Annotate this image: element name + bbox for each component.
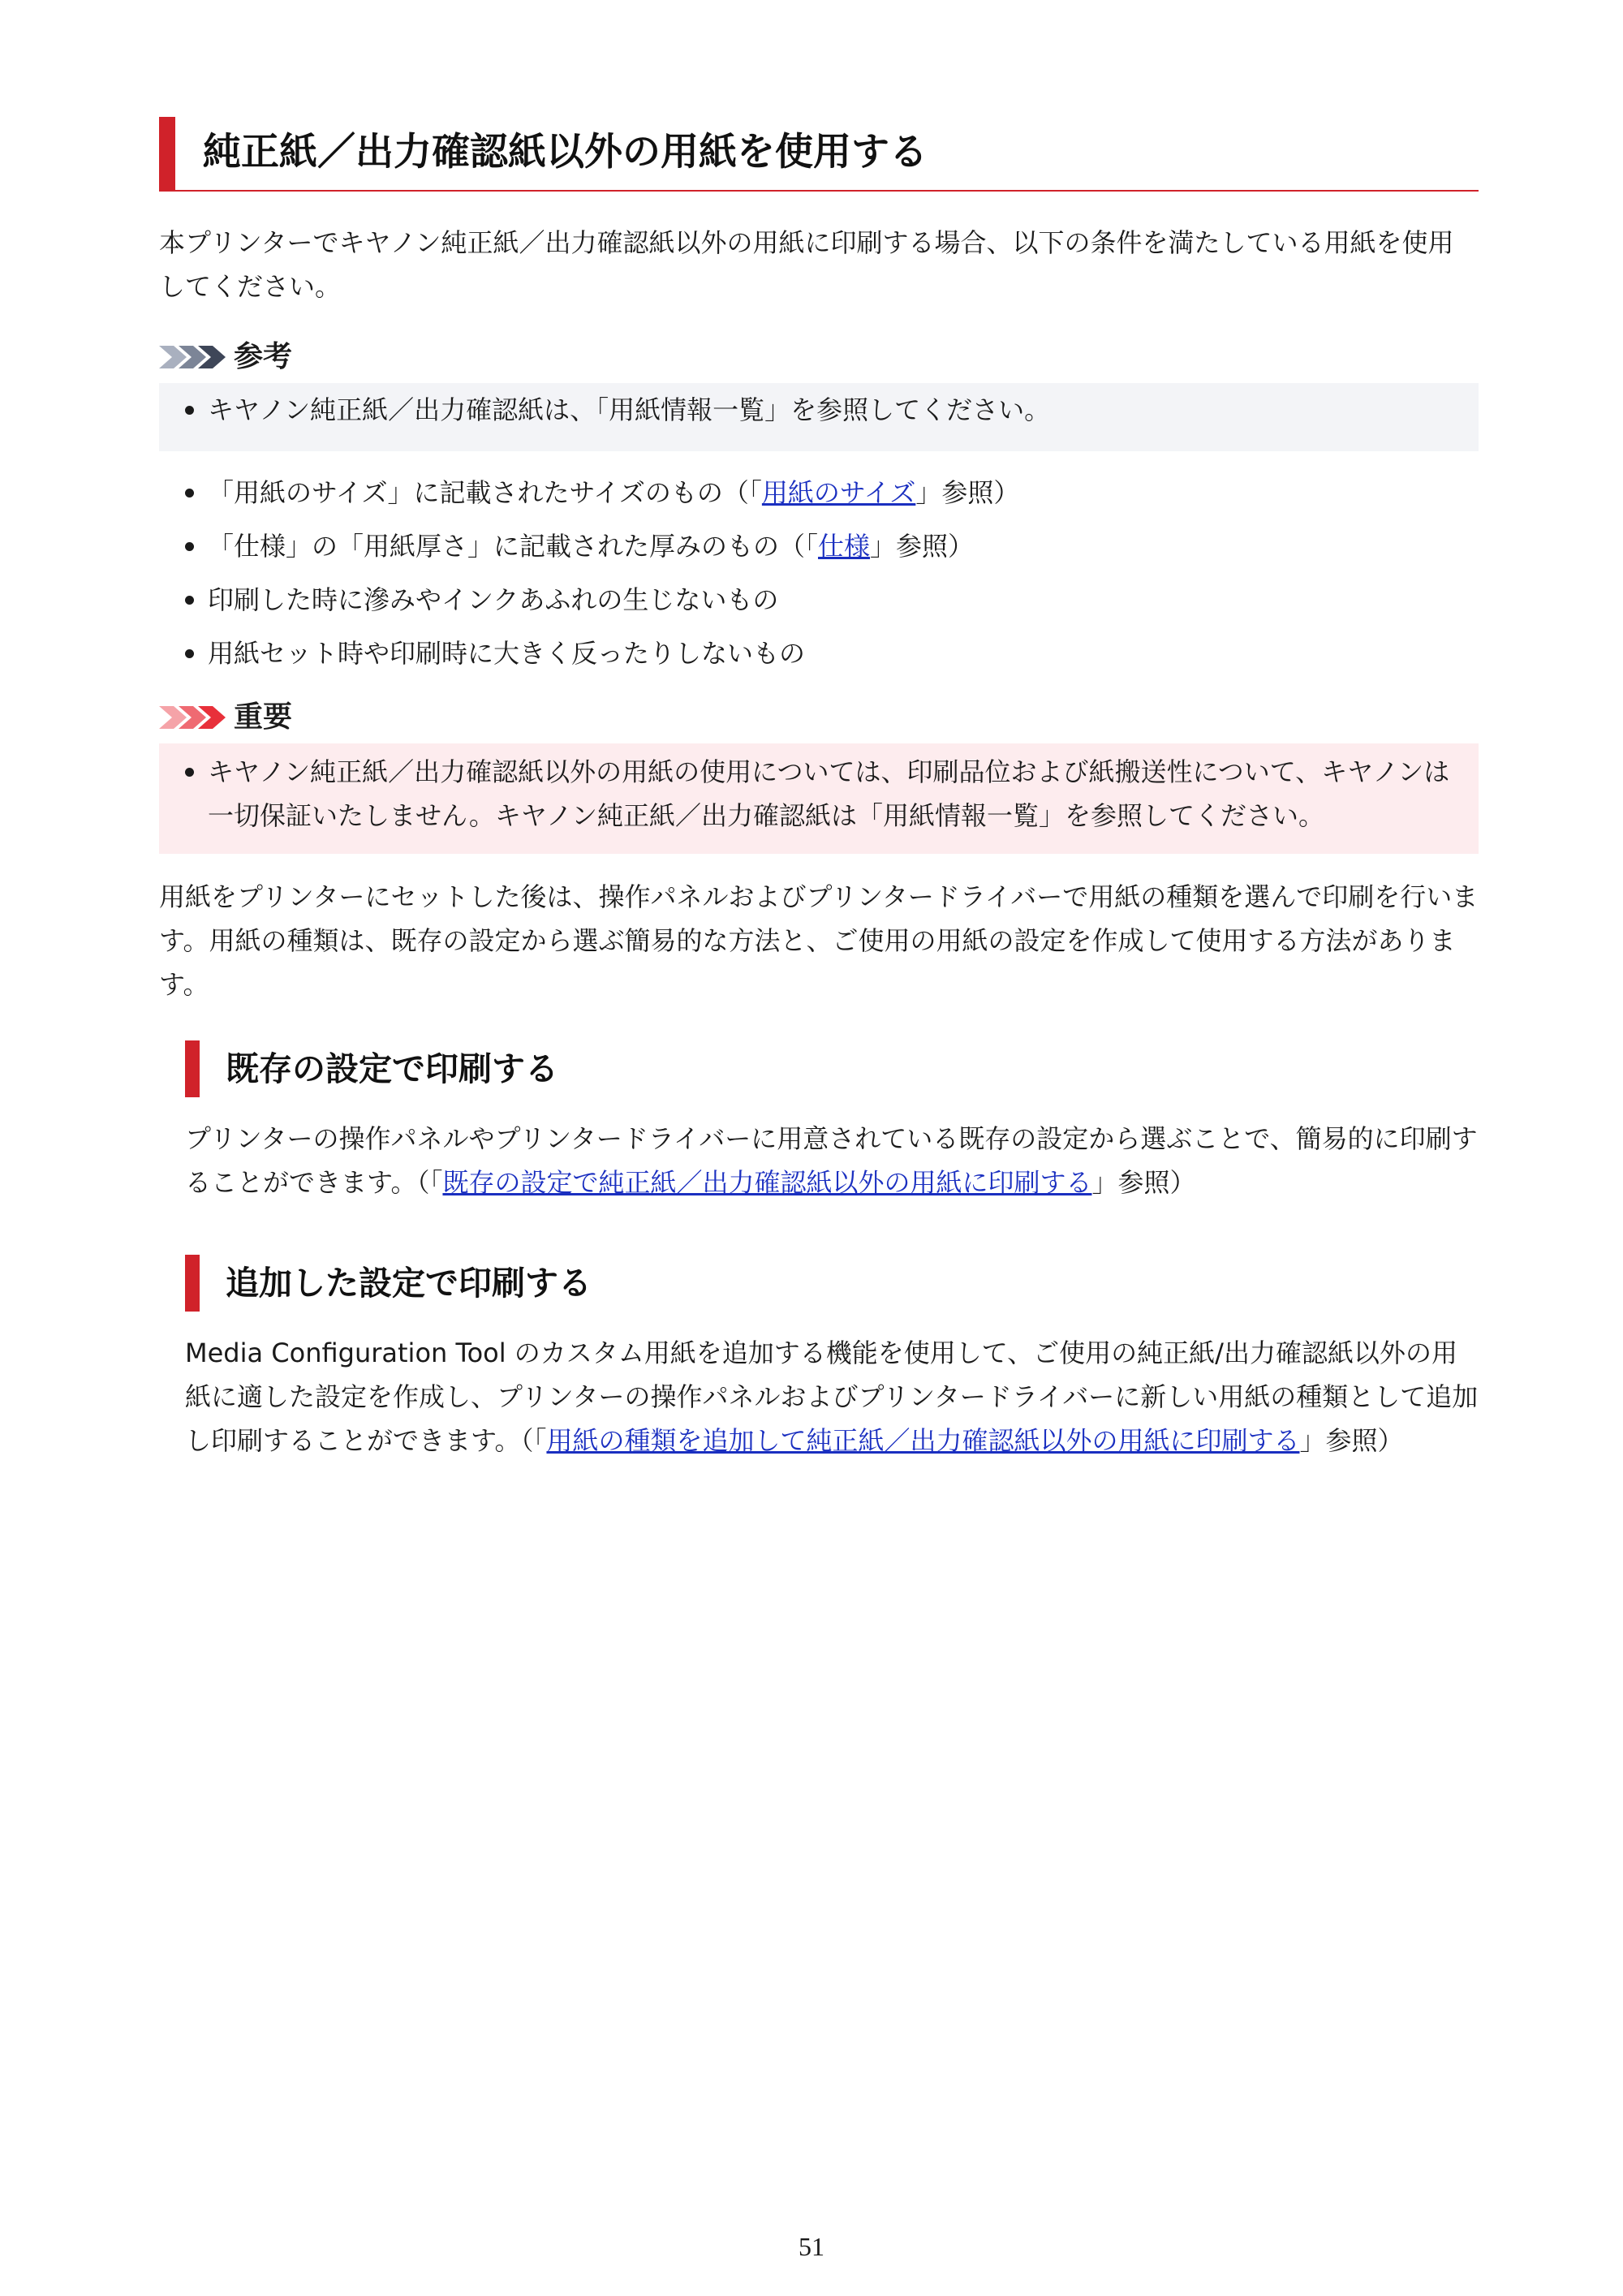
list-item-text: 用紙セット時や印刷時に大きく反ったりしないもの (208, 638, 806, 669)
link-paper-size[interactable]: 用紙のサイズ (761, 477, 916, 508)
section1-text: プリンターの操作パネルやプリンタードライバーに用意されている既存の設定から選ぶことで、簡易的に印刷することができます。（「 (185, 1123, 1478, 1198)
list-item-text: 印刷した時に滲みやインクあふれの生じないもの (208, 584, 779, 615)
section2-text-after: 」参照） (1299, 1425, 1404, 1456)
list-item (182, 631, 1472, 675)
list-item-text-after: 」参照） (870, 531, 975, 562)
bullet-icon (185, 768, 194, 777)
bullet-icon (185, 489, 194, 498)
bullet-icon (185, 542, 194, 551)
list-item (182, 578, 1472, 622)
important-item (182, 750, 1472, 838)
note-item (182, 388, 1472, 432)
section2-text: Media Configuration Tool のカスタム用紙を追加する機能を使用して、ご使用の純正紙/出力確認紙以外の用紙に適した設定を作成し、プリンターの操作パネルおよびプリンタードライバーに新しい用紙の種類として追加し印刷することができます。（「 (185, 1338, 1479, 1456)
usage-paragraph: 用紙をプリンターにセットした後は、操作パネルおよびプリンタードライバーで用紙の種類を選んで印刷を行います。用紙の種類は、既存の設定から選ぶ簡易的な方法と、ご使用の用紙の設定を作成して使用する方法があります。 (159, 881, 1479, 1000)
intro-paragraph: 本プリンターでキヤノン純正紙／出力確認紙以外の用紙に印刷する場合、以下の条件を満たしている用紙を使用してください。 (159, 227, 1454, 302)
important-label: 重要 (234, 700, 293, 734)
section-accent-bar (185, 1040, 200, 1097)
link-existing-settings[interactable]: 既存の設定で純正紙／出力確認紙以外の用紙に印刷する (442, 1167, 1092, 1198)
important-item-text: キヤノン純正紙／出力確認紙以外の用紙の使用については、印刷品位および紙搬送性について、キヤノンは一切保証いたしません。キヤノン純正紙／出力確認紙は「用紙情報一覧」を参照してください。 (208, 756, 1450, 831)
note-item-text: キヤノン純正紙／出力確認紙は、「用紙情報一覧」を参照してください。 (208, 394, 1051, 425)
bullet-icon (185, 596, 194, 605)
section-heading-existing (185, 1040, 834, 1097)
title-accent-bar (159, 117, 175, 190)
section2-paragraph (185, 1331, 1479, 1462)
section-heading-text: 既存の設定で印刷する (226, 1049, 558, 1088)
list-item (182, 471, 1472, 515)
section1-text-after: 」参照） (1091, 1167, 1196, 1198)
section1-paragraph (185, 1117, 1479, 1204)
section-heading-added (185, 1255, 834, 1312)
note-marker (159, 339, 484, 375)
important-chevrons-icon (159, 700, 227, 735)
section-heading-text: 追加した設定で印刷する (226, 1264, 592, 1303)
page-number: 51 (799, 2232, 824, 2261)
page-title-block (159, 117, 1479, 192)
bullet-icon (185, 649, 194, 658)
page-title: 純正紙／出力確認紙以外の用紙を使用する (203, 130, 928, 174)
section-accent-bar (185, 1255, 200, 1312)
list-item-text-after: 」参照） (915, 477, 1020, 508)
bullet-icon (185, 406, 194, 415)
note-label: 参考 (234, 340, 293, 373)
list-item-text: 「仕様」の「用紙厚さ」に記載された厚みのもの（「 (208, 531, 819, 562)
important-marker (159, 700, 484, 735)
list-item-text: 「用紙のサイズ」に記載されたサイズのもの（「 (208, 477, 762, 508)
link-specifications[interactable]: 仕様 (818, 531, 871, 562)
list-item (182, 524, 1472, 568)
link-add-paper-type[interactable]: 用紙の種類を追加して純正紙／出力確認紙以外の用紙に印刷する (546, 1425, 1300, 1456)
note-chevrons-icon (159, 339, 227, 375)
